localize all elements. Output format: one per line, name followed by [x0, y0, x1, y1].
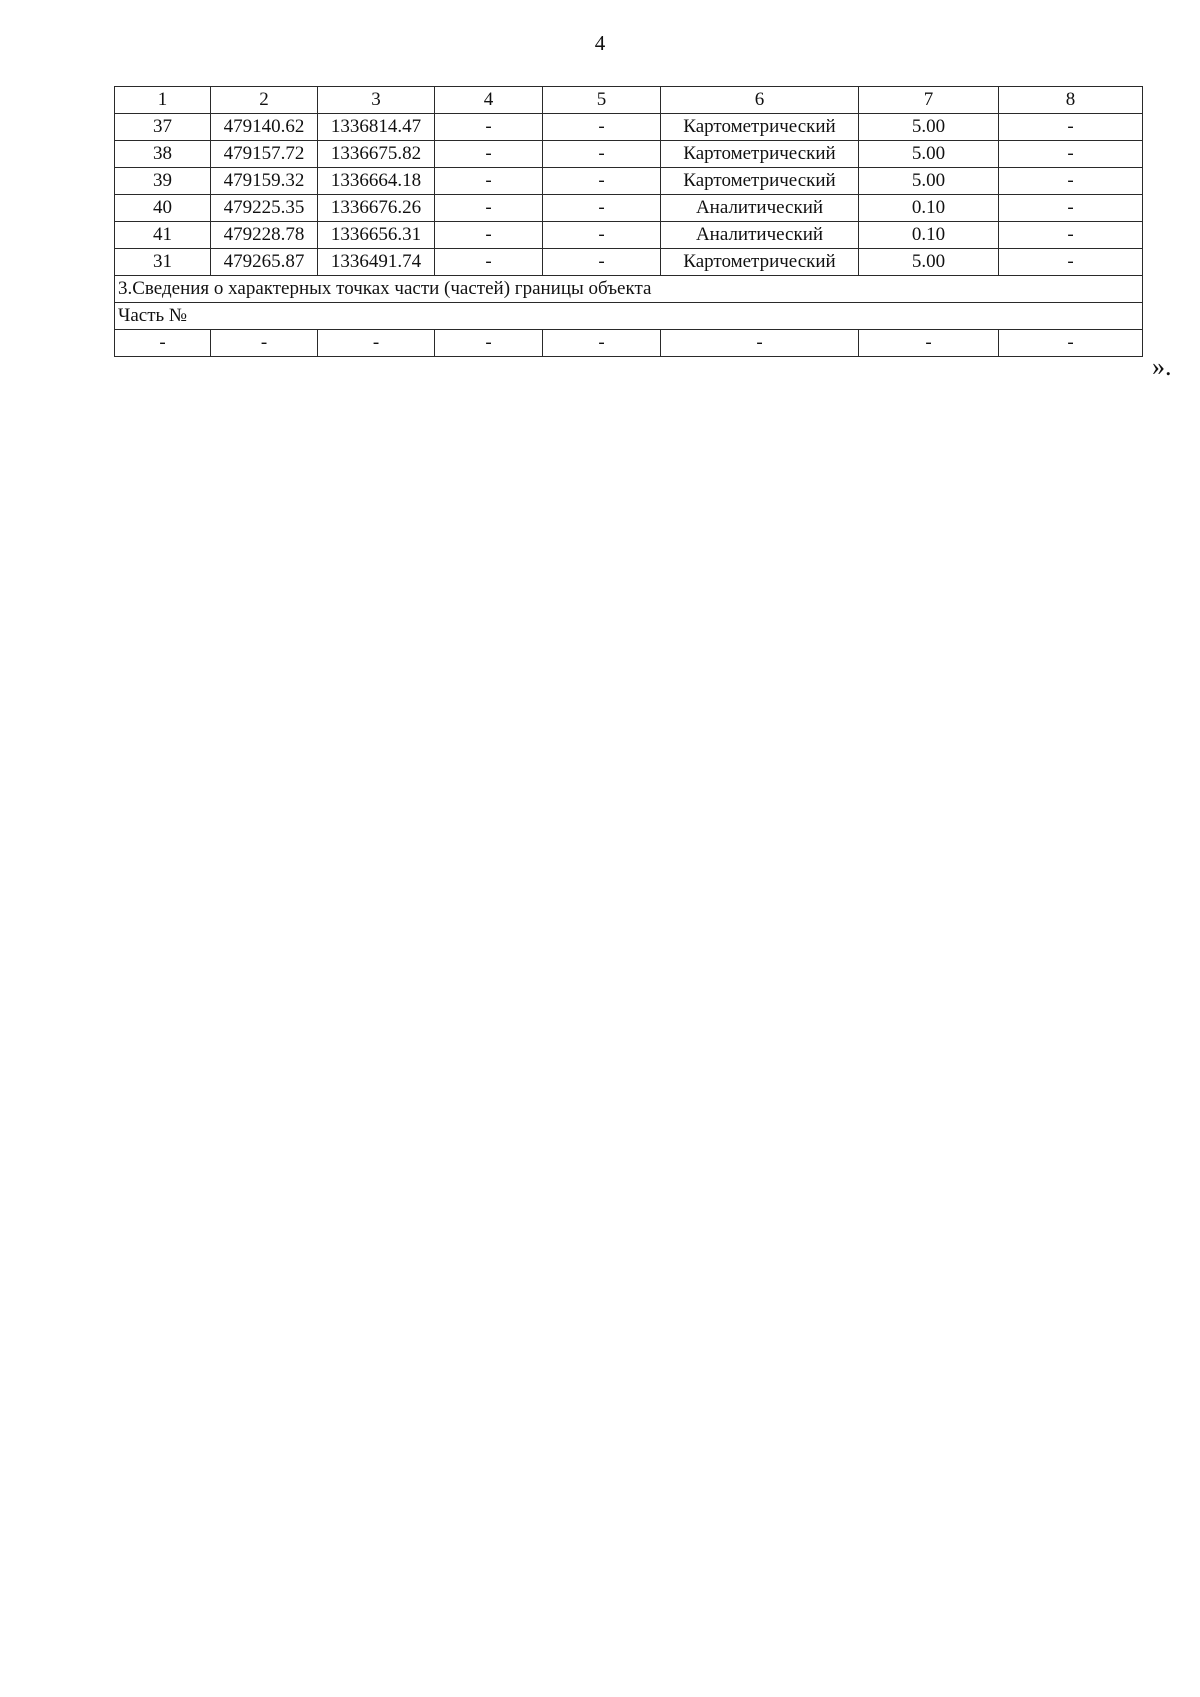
section-title: 3.Сведения о характерных точках части (частей) границы объекта	[115, 276, 1143, 303]
table-cell: -	[435, 141, 543, 168]
x-coordinate-cell: 479228.78	[211, 222, 318, 249]
table-cell: -	[435, 330, 543, 357]
table-cell: -	[115, 330, 211, 357]
column-number-header: 2	[211, 87, 318, 114]
method-cell: Картометрический	[661, 114, 859, 141]
table-cell: -	[543, 330, 661, 357]
table-cell: -	[999, 114, 1143, 141]
table-cell: -	[543, 168, 661, 195]
table-cell: -	[661, 330, 859, 357]
table-cell: -	[543, 222, 661, 249]
table-cell: -	[543, 195, 661, 222]
x-coordinate-cell: 479157.72	[211, 141, 318, 168]
table-cell: -	[435, 249, 543, 276]
accuracy-cell: 5.00	[859, 141, 999, 168]
x-coordinate-cell: 479265.87	[211, 249, 318, 276]
x-coordinate-cell: 479140.62	[211, 114, 318, 141]
column-number-header: 6	[661, 87, 859, 114]
coordinates-table	[114, 86, 1143, 357]
table-cell: -	[859, 330, 999, 357]
point-number-cell: 41	[115, 222, 211, 249]
y-coordinate-cell: 1336814.47	[318, 114, 435, 141]
table-row	[115, 168, 1143, 195]
empty-data-row	[115, 330, 1143, 357]
table-header-row	[115, 87, 1143, 114]
method-cell: Аналитический	[661, 195, 859, 222]
table-cell: -	[543, 114, 661, 141]
table-cell: -	[999, 195, 1143, 222]
table-cell: -	[999, 222, 1143, 249]
point-number-cell: 31	[115, 249, 211, 276]
accuracy-cell: 0.10	[859, 222, 999, 249]
column-number-header: 7	[859, 87, 999, 114]
table-cell: -	[999, 141, 1143, 168]
accuracy-cell: 5.00	[859, 114, 999, 141]
coordinates-table-container	[114, 86, 1142, 357]
y-coordinate-cell: 1336664.18	[318, 168, 435, 195]
part-label-row	[115, 303, 1143, 330]
table-cell: -	[435, 222, 543, 249]
table-row	[115, 141, 1143, 168]
table-row	[115, 222, 1143, 249]
column-number-header: 5	[543, 87, 661, 114]
table-cell: -	[435, 195, 543, 222]
table-cell: -	[999, 168, 1143, 195]
table-cell: -	[543, 141, 661, 168]
table-cell: -	[999, 330, 1143, 357]
page-number: 4	[594, 31, 606, 55]
x-coordinate-cell: 479225.35	[211, 195, 318, 222]
y-coordinate-cell: 1336676.26	[318, 195, 435, 222]
part-label: Часть №	[115, 303, 1143, 330]
method-cell: Картометрический	[661, 168, 859, 195]
point-number-cell: 40	[115, 195, 211, 222]
closing-quote-mark: ».	[1152, 352, 1172, 381]
column-number-header: 1	[115, 87, 211, 114]
y-coordinate-cell: 1336675.82	[318, 141, 435, 168]
x-coordinate-cell: 479159.32	[211, 168, 318, 195]
y-coordinate-cell: 1336491.74	[318, 249, 435, 276]
table-cell: -	[435, 168, 543, 195]
table-cell: -	[211, 330, 318, 357]
table-cell: -	[435, 114, 543, 141]
table-cell: -	[318, 330, 435, 357]
table-cell: -	[999, 249, 1143, 276]
accuracy-cell: 0.10	[859, 195, 999, 222]
accuracy-cell: 5.00	[859, 168, 999, 195]
table-cell: -	[543, 249, 661, 276]
table-row	[115, 195, 1143, 222]
method-cell: Картометрический	[661, 141, 859, 168]
table-row	[115, 249, 1143, 276]
section-title-row	[115, 276, 1143, 303]
method-cell: Картометрический	[661, 249, 859, 276]
column-number-header: 4	[435, 87, 543, 114]
point-number-cell: 38	[115, 141, 211, 168]
column-number-header: 8	[999, 87, 1143, 114]
column-number-header: 3	[318, 87, 435, 114]
point-number-cell: 37	[115, 114, 211, 141]
accuracy-cell: 5.00	[859, 249, 999, 276]
table-row	[115, 114, 1143, 141]
method-cell: Аналитический	[661, 222, 859, 249]
point-number-cell: 39	[115, 168, 211, 195]
y-coordinate-cell: 1336656.31	[318, 222, 435, 249]
